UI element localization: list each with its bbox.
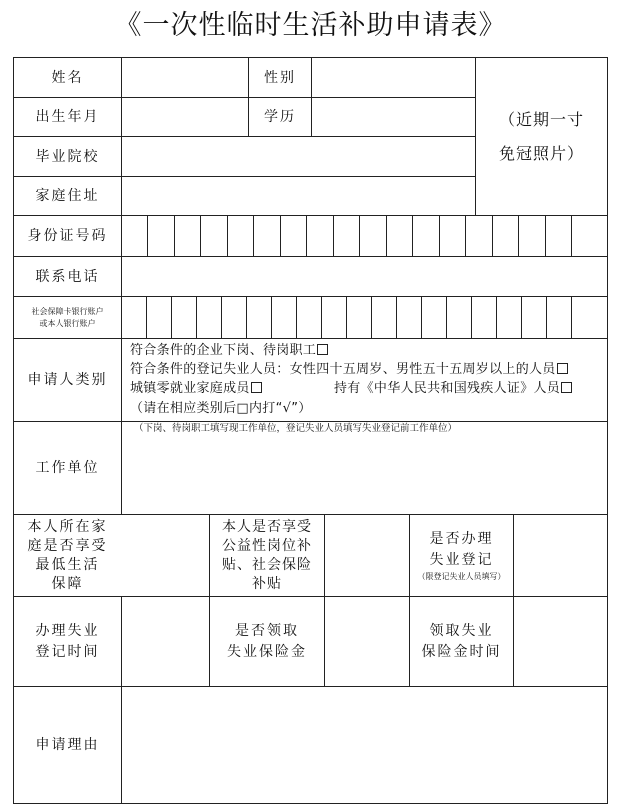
id-number-label: 身份证号码 [27,228,108,244]
low-income-answer[interactable] [122,515,209,596]
bank-account-label-line2: 或本人银行账户 [39,318,96,328]
photo-text-line1: （近期一寸 [498,109,584,129]
category-instruction: （请在相应类别后□内打“√”） [130,401,312,416]
category-label: 申请人类别 [27,372,108,388]
address-label: 家庭住址 [35,188,100,204]
apply-reason-label: 申请理由 [35,737,100,753]
option-text: 持有《中华人民共和国残疾人证》人员 [334,381,561,396]
option-text: 城镇零就业家庭成员 [130,381,250,396]
unemployment-registration-answer[interactable] [514,515,607,596]
low-income-line: 最低生活 [35,556,100,573]
employer-note: （下岗、待岗职工填写现工作单位，登记失业人员填写失业登记前工作单位） [134,423,458,434]
school-label: 毕业院校 [35,148,100,165]
unemp-reg-line: 失业登记 [429,551,494,568]
category-option-disability [334,380,572,398]
photo-text-line2: 免冠照片） [498,143,584,163]
public-post-answer[interactable] [325,515,409,596]
low-income-line: 本人所在家 [27,518,108,535]
reg-time-line: 登记时间 [35,643,100,660]
insurance-question [210,597,324,686]
form-title: 《一次性临时生活补助申请表》 [114,10,507,41]
insurance-line: 是否领取 [235,622,299,639]
public-post-line: 补贴 [252,575,282,592]
registration-time-label [14,597,121,686]
unemployment-registration-question [410,515,513,596]
category-option-registered-unemployed [130,361,568,379]
photo-area [476,58,607,215]
category-option-laid-off [130,342,328,360]
insurance-time-label [410,597,513,686]
gender-input[interactable] [312,58,475,97]
public-post-line: 本人是否享受 [222,518,312,535]
reg-time-line: 办理失业 [35,622,100,639]
gender-label: 性别 [264,69,296,86]
birth-input[interactable] [122,98,248,136]
bank-account-label-line1: 社会保障卡银行账户 [31,306,104,316]
checkbox[interactable] [317,344,328,355]
name-input[interactable] [122,58,248,97]
option-text: 符合条件的登记失业人员：女性四十五周岁、男性五十五周岁以上的人员 [130,362,556,377]
table-border-right [607,57,608,804]
option-text: 符合条件的企业下岗、待岗职工 [130,343,317,358]
registration-time-input[interactable] [122,597,209,686]
checkbox[interactable] [557,363,568,374]
birth-label: 出生年月 [35,109,100,125]
public-post-line: 贴、社会保险 [222,556,312,573]
school-input[interactable] [122,137,475,176]
insurance-time-line: 领取失业 [429,622,494,639]
table-border-bottom [13,803,608,804]
apply-reason-input[interactable] [122,687,607,803]
insurance-answer[interactable] [325,597,409,686]
category-option-zero-employment [130,380,262,398]
education-label: 学历 [264,109,296,125]
checkbox[interactable] [251,382,262,393]
public-post-line: 公益性岗位补 [222,537,312,554]
insurance-time-line: 保险金时间 [421,643,502,660]
bank-account-label [14,297,121,338]
checkbox[interactable] [561,382,572,393]
low-income-line: 保障 [51,575,84,592]
unemp-reg-note: （限登记失业人员填写） [417,571,506,581]
address-input[interactable] [122,177,475,215]
phone-input[interactable] [122,257,607,296]
public-post-question [210,515,324,596]
phone-label: 联系电话 [35,268,100,285]
education-input[interactable] [312,98,475,136]
unemp-reg-line: 是否办理 [429,530,494,547]
employer-label: 工作单位 [35,460,100,476]
insurance-line: 失业保险金 [227,643,307,660]
name-label: 姓名 [51,69,84,86]
employer-input[interactable] [122,436,607,514]
low-income-question [14,515,121,596]
low-income-line: 庭是否享受 [27,537,108,554]
insurance-time-input[interactable] [514,597,607,686]
